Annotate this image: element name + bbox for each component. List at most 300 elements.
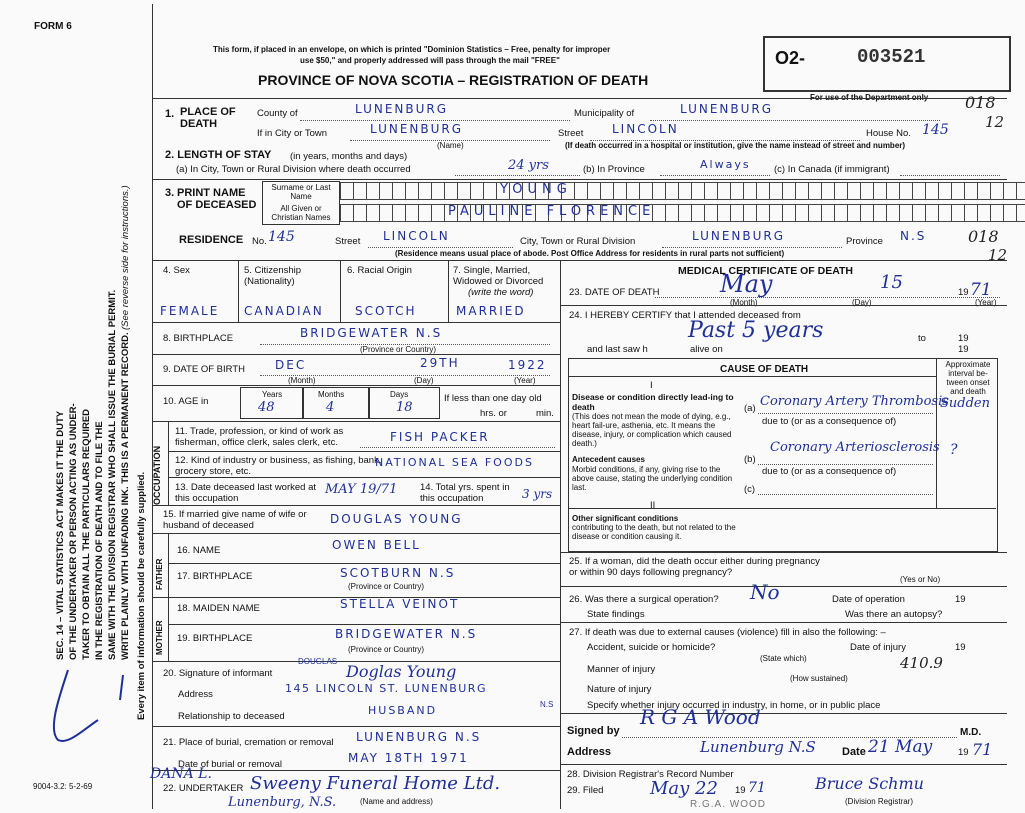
state-findings: State findings bbox=[587, 609, 645, 620]
letter-cell bbox=[367, 204, 380, 222]
side-instruction-7: (See reverse side for instructions.) bbox=[120, 185, 131, 330]
q18-value: STELLA VEINOT bbox=[340, 597, 460, 611]
rule bbox=[340, 260, 341, 322]
letter-cell bbox=[770, 182, 783, 200]
q23-year-sub: (Year) bbox=[975, 298, 997, 307]
letter-cell bbox=[340, 204, 354, 222]
letter-cell bbox=[978, 204, 991, 222]
given-grid bbox=[340, 204, 1025, 222]
print-code: 9004-3.2: 5-2-69 bbox=[33, 782, 93, 791]
filed-value: May 22 bbox=[650, 778, 718, 799]
dob-day-sub: (Day) bbox=[414, 376, 434, 385]
letter-cell bbox=[887, 204, 900, 222]
given-value: PAULINE FLORENCE bbox=[448, 204, 656, 219]
registrar-signature: Bruce Schmu bbox=[815, 774, 924, 793]
interval-header: Approximate interval be-tween onset and death bbox=[945, 360, 991, 396]
side-signature-mark bbox=[38, 660, 138, 750]
letter-cell bbox=[1017, 182, 1025, 200]
antecedent-note: Morbid conditions, if any, giving rise to the above cause, stating the underlying condition last. bbox=[572, 465, 733, 492]
industry-label: Specify whether injury occurred in industry, in home, or in public place bbox=[587, 700, 881, 711]
q23-19: 19 bbox=[958, 287, 969, 298]
letter-cell bbox=[952, 204, 965, 222]
letter-cell bbox=[393, 182, 406, 200]
letter-cell bbox=[666, 204, 679, 222]
informant-signature: Doglas Young bbox=[346, 662, 457, 681]
marital-hint: (write the word) bbox=[468, 287, 534, 298]
residence-note: (Residence means usual place of abode. Post Office Address for residents in rural parts not sufficient) bbox=[395, 249, 785, 258]
letter-cell bbox=[575, 182, 588, 200]
surname-value: YOUNG bbox=[500, 182, 572, 197]
length-of-stay-label: 2. LENGTH OF STAY bbox=[165, 149, 272, 161]
burial-date-value: MAY 18TH 1971 bbox=[348, 751, 469, 765]
months-label: Months bbox=[318, 390, 345, 399]
letter-cell bbox=[419, 204, 432, 222]
last-saw-label: and last saw h bbox=[587, 344, 648, 355]
q19-value: BRIDGEWATER N.S bbox=[335, 627, 478, 641]
q24-value: Past 5 years bbox=[688, 318, 824, 343]
undertaker-left: DANA L. bbox=[150, 766, 212, 782]
letter-cell bbox=[796, 182, 809, 200]
letter-cell bbox=[952, 182, 965, 200]
letter-cell bbox=[965, 204, 978, 222]
length-of-stay-sub: (in years, months and days) bbox=[290, 151, 408, 162]
rule bbox=[238, 260, 239, 322]
residence-street-label: Street bbox=[335, 236, 361, 247]
letter-cell bbox=[835, 182, 848, 200]
rule bbox=[168, 451, 560, 452]
birthplace-label: 8. BIRTHPLACE bbox=[163, 333, 234, 344]
rule bbox=[168, 421, 169, 505]
residence-label: RESIDENCE bbox=[179, 234, 244, 246]
letter-cell bbox=[757, 182, 770, 200]
undertaker-signature: Sweeny Funeral Home Ltd. bbox=[250, 773, 501, 794]
letter-cell bbox=[354, 204, 367, 222]
letter-cell bbox=[861, 182, 874, 200]
q18-label: 18. MAIDEN NAME bbox=[177, 603, 260, 614]
county-line bbox=[300, 120, 570, 121]
residence-no-value: 145 bbox=[268, 229, 295, 245]
letter-cell bbox=[965, 182, 978, 200]
q17-sub: (Province or Country) bbox=[348, 582, 425, 591]
letter-cell bbox=[848, 182, 861, 200]
q12-value: NATIONAL SEA FOODS bbox=[375, 456, 534, 469]
yes-no-sub: (Yes or No) bbox=[900, 575, 941, 584]
street-value: LINCOLN bbox=[612, 122, 679, 136]
birthplace-sub: (Province or Country) bbox=[360, 345, 437, 354]
father-side-label: FATHER bbox=[155, 558, 164, 590]
cause-a-value: Coronary Artery Thrombosis bbox=[760, 394, 949, 409]
side-instruction-3: TAKER TO OBTAIN ALL THE PARTICULARS REQUIRED bbox=[81, 408, 92, 660]
cause-b-value: Coronary Arteriosclerosis bbox=[770, 440, 940, 455]
date-injury-label: Date of injury bbox=[850, 642, 906, 653]
years-value: 48 bbox=[258, 400, 275, 415]
mail-notice-2: use $50," and properly addressed will pass through the mail "FREE" bbox=[300, 56, 560, 65]
letter-cell bbox=[809, 204, 822, 222]
letter-cell bbox=[991, 204, 1004, 222]
letter-cell bbox=[900, 182, 913, 200]
q16-value: OWEN BELL bbox=[332, 538, 421, 552]
address-value: Lunenburg N.S bbox=[700, 738, 816, 756]
given-label: All Given or Christian Names bbox=[271, 204, 331, 222]
letter-cell bbox=[666, 182, 679, 200]
q28-label: 28. Division Registrar's Record Number bbox=[567, 769, 734, 780]
q26-value: No bbox=[750, 580, 780, 604]
sig-19: 19 bbox=[958, 747, 969, 758]
q23-day: 15 bbox=[880, 272, 903, 293]
letter-cell bbox=[692, 204, 705, 222]
letter-cell bbox=[640, 182, 653, 200]
rule bbox=[168, 624, 560, 625]
date-value: 21 May bbox=[868, 737, 933, 757]
days-value: 18 bbox=[396, 400, 413, 415]
registrar-sub: (Division Registrar) bbox=[845, 797, 914, 806]
side-instruction-6: WRITE PLAINLY WITH UNFADING INK. THIS IS A PERMANENT RECORD. bbox=[120, 332, 131, 660]
county-label: County of bbox=[257, 108, 298, 119]
q26-label: 26. Was there a surgical operation? bbox=[569, 594, 719, 605]
date-of-operation: Date of operation bbox=[832, 594, 905, 605]
dept-code-2: 12 bbox=[985, 113, 1005, 131]
letter-cell bbox=[445, 182, 458, 200]
letter-cell bbox=[835, 204, 848, 222]
letter-cell bbox=[367, 182, 380, 200]
letter-cell bbox=[679, 204, 692, 222]
q12-label: 12. Kind of industry or business, as fishing, bank, grocery store, etc. bbox=[175, 455, 382, 477]
letter-cell bbox=[432, 204, 445, 222]
letter-cell bbox=[692, 182, 705, 200]
letter-cell bbox=[991, 182, 1004, 200]
q11-value: FISH PACKER bbox=[390, 430, 490, 444]
city-value: LUNENBURG bbox=[370, 122, 464, 136]
filed-year: 71 bbox=[748, 780, 766, 796]
dob-month: DEC bbox=[275, 358, 307, 372]
filed-19: 19 bbox=[735, 785, 746, 796]
part-ii: II bbox=[650, 500, 656, 511]
cause-b-interval: ? bbox=[950, 442, 958, 458]
informant-address: 145 LINCOLN ST. LUNENBURG bbox=[285, 682, 487, 695]
letter-cell bbox=[380, 204, 393, 222]
rule bbox=[560, 305, 1007, 306]
stay-a-value: 24 yrs bbox=[508, 158, 549, 173]
cause-a-interval: Sudden bbox=[940, 396, 990, 411]
min-label: min. bbox=[536, 408, 554, 419]
date-label: Date bbox=[842, 746, 866, 758]
letter-cell bbox=[718, 182, 731, 200]
letter-cell bbox=[783, 204, 796, 222]
residence-street-value: LINCOLN bbox=[383, 229, 450, 243]
q22-label: 22. UNDERTAKER bbox=[163, 783, 244, 794]
hospital-note: (If death occurred in a hospital or institution, give the name instead of street and number) bbox=[565, 141, 906, 150]
md-label: M.D. bbox=[960, 727, 982, 738]
cause-c-label: (c) bbox=[744, 484, 756, 495]
alive-on-label: alive on bbox=[690, 344, 723, 355]
q11-label: 11. Trade, profession, or kind of work as fisherman, office clerk, sales clerk, etc. bbox=[175, 426, 344, 448]
address-label: Address bbox=[567, 746, 612, 758]
dob-label: 9. DATE OF BIRTH bbox=[163, 364, 245, 375]
letter-cell bbox=[939, 204, 952, 222]
letter-cell bbox=[913, 182, 926, 200]
letter-cell bbox=[783, 182, 796, 200]
letter-cell bbox=[393, 204, 406, 222]
letter-cell bbox=[406, 204, 419, 222]
sex-label: 4. Sex bbox=[163, 265, 190, 276]
last-saw-19: 19 bbox=[958, 344, 969, 355]
form-title: PROVINCE OF NOVA SCOTIA – REGISTRATION OF DEATH bbox=[258, 72, 649, 88]
cause-b-label: (b) bbox=[744, 454, 756, 465]
stay-c-label: (c) In Canada (if immigrant) bbox=[774, 164, 890, 175]
q21-label: 21. Place of burial, cremation or removal bbox=[163, 737, 334, 748]
signed-by-value: R G A Wood bbox=[640, 705, 761, 729]
county-value: LUNENBURG bbox=[355, 102, 449, 116]
q19-label: 19. BIRTHPLACE bbox=[177, 633, 253, 644]
side-instruction-8: Every item of information should be carefully supplied. bbox=[136, 471, 147, 720]
rule bbox=[560, 713, 1007, 714]
place-of-death-label: PLACE OF DEATH bbox=[180, 106, 236, 130]
under-day-label: If less than one day old bbox=[444, 393, 542, 404]
house-value: 145 bbox=[922, 122, 949, 138]
letter-cell bbox=[796, 204, 809, 222]
sex-value: FEMALE bbox=[160, 304, 220, 318]
burial-date-label: Date of burial or removal bbox=[178, 759, 283, 770]
street-label: Street bbox=[558, 128, 584, 139]
days-label: Days bbox=[390, 390, 409, 399]
q15-label: 15. If married give name of wife or husband of deceased bbox=[163, 509, 307, 531]
manner-value: 410.9 bbox=[900, 654, 943, 672]
state-which: (State which) bbox=[760, 654, 807, 663]
letter-cell bbox=[770, 204, 783, 222]
letter-cell bbox=[471, 182, 484, 200]
dob-day: 29TH bbox=[420, 356, 460, 370]
rule bbox=[152, 421, 560, 422]
signed-by-label: Signed by bbox=[567, 725, 620, 737]
rule bbox=[560, 622, 1007, 623]
q17-label: 17. BIRTHPLACE bbox=[177, 571, 253, 582]
rule bbox=[152, 533, 560, 534]
municipality-line bbox=[650, 120, 940, 121]
hrs-label: hrs. or bbox=[480, 408, 507, 419]
due-to-2: due to (or as a consequence of) bbox=[762, 466, 897, 477]
q14-value: 3 yrs bbox=[522, 487, 553, 501]
letter-cell bbox=[926, 204, 939, 222]
stay-c-line bbox=[900, 175, 1000, 176]
name-sub: (Name) bbox=[437, 141, 464, 150]
letter-cell bbox=[1004, 182, 1017, 200]
birthplace-value: BRIDGEWATER N.S bbox=[300, 326, 443, 340]
surname-grid bbox=[340, 182, 1025, 200]
stay-b-value: Always bbox=[700, 158, 751, 171]
letter-cell bbox=[705, 204, 718, 222]
citizenship-value: CANADIAN bbox=[244, 304, 324, 318]
house-label: House No. bbox=[866, 128, 911, 139]
rule bbox=[152, 385, 560, 386]
letter-cell bbox=[614, 182, 627, 200]
due-to-1: due to (or as a consequence of) bbox=[762, 416, 897, 427]
letter-cell bbox=[913, 204, 926, 222]
surname-label: Surname or Last Name bbox=[271, 183, 331, 201]
stay-b-line bbox=[660, 175, 770, 176]
disease-note: (This does not mean the mode of dying, e.g., heart fail-ure, asthenia, etc. It means the disease, injury, or complication which caused death.) bbox=[572, 412, 732, 448]
informant-address-label: Address bbox=[178, 689, 213, 700]
mail-notice-1: This form, if placed in an envelope, on which is printed "Dominion Statistics – Free, penalty for improper bbox=[213, 45, 611, 54]
other-note: contributing to the death, but not related to the disease or condition causing it. bbox=[572, 523, 736, 541]
injury-19: 19 bbox=[955, 642, 966, 653]
letter-cell bbox=[627, 182, 640, 200]
q23-day-sub: (Day) bbox=[852, 298, 872, 307]
rule bbox=[152, 322, 560, 323]
q13-label: 13. Date deceased last worked at this occupation bbox=[175, 482, 317, 504]
dept-code-1: 018 bbox=[965, 93, 996, 112]
cause-a-line bbox=[758, 413, 933, 414]
relationship-value: HUSBAND bbox=[368, 704, 438, 717]
age-label: 10. AGE in bbox=[163, 396, 209, 407]
municipality-value: LUNENBURG bbox=[680, 102, 774, 116]
city-label: If in City or Town bbox=[257, 128, 328, 139]
informant-address-ns: N.S bbox=[540, 700, 554, 709]
letter-cell bbox=[822, 204, 835, 222]
racial-label: 6. Racial Origin bbox=[347, 265, 412, 276]
q23-month-sub: (Month) bbox=[730, 298, 758, 307]
q19-sub: (Province or Country) bbox=[348, 645, 425, 654]
q23-month: May bbox=[720, 270, 773, 298]
side-instruction-4: IN THE REGISTRATION OF DEATH AND TO FILE THE bbox=[94, 421, 105, 660]
rule bbox=[560, 552, 1007, 553]
letter-cell bbox=[848, 204, 861, 222]
letter-cell bbox=[731, 182, 744, 200]
letter-cell bbox=[1017, 204, 1025, 222]
residence-no-label: No. bbox=[252, 236, 267, 247]
rule bbox=[152, 505, 560, 506]
reg-prefix: O2- bbox=[775, 48, 806, 68]
manner-label: Manner of injury bbox=[587, 664, 656, 675]
cause-title: CAUSE OF DEATH bbox=[720, 364, 809, 375]
mother-side-label: MOTHER bbox=[155, 620, 164, 655]
residence-city-label: City, Town or Rural Division bbox=[520, 236, 636, 247]
q14-label: 14. Total yrs. spent in this occupation bbox=[420, 482, 510, 504]
letter-cell bbox=[874, 204, 887, 222]
letter-cell bbox=[380, 182, 393, 200]
date-year: 71 bbox=[972, 740, 993, 759]
q16-label: 16. NAME bbox=[177, 545, 221, 556]
letter-cell bbox=[757, 204, 770, 222]
stay-a-line bbox=[455, 175, 580, 176]
marital-label: 7. Single, Married, Widowed or Divorced bbox=[453, 265, 544, 287]
rule bbox=[152, 354, 560, 355]
cause-c-line bbox=[758, 494, 933, 495]
rule bbox=[152, 770, 560, 771]
letter-cell bbox=[926, 182, 939, 200]
dept-code-4: 12 bbox=[988, 246, 1008, 264]
cause-a-label: (a) bbox=[744, 403, 756, 414]
letter-cell bbox=[822, 182, 835, 200]
municipality-label: Municipality of bbox=[574, 108, 635, 119]
rule bbox=[448, 260, 449, 322]
name-num: 3. bbox=[165, 187, 175, 199]
q17-value: SCOTBURN N.S bbox=[340, 566, 456, 580]
letter-cell bbox=[939, 182, 952, 200]
medical-title: MEDICAL CERTIFICATE OF DEATH bbox=[678, 265, 853, 277]
left-border bbox=[152, 4, 153, 809]
q13-value: MAY 19/71 bbox=[325, 482, 398, 497]
rule bbox=[560, 586, 1007, 587]
letter-cell bbox=[406, 182, 419, 200]
side-instruction-2: OF THE UNDERTAKER OR PERSON ACTING AS UNDER- bbox=[68, 403, 79, 660]
rule bbox=[152, 726, 560, 727]
letter-cell bbox=[679, 182, 692, 200]
letter-cell bbox=[978, 182, 991, 200]
letter-cell bbox=[601, 182, 614, 200]
letter-cell bbox=[588, 182, 601, 200]
letter-cell bbox=[340, 182, 354, 200]
occupation-side-label: OCCUPATION bbox=[152, 445, 162, 505]
q27-label: 27. If death was due to external causes (violence) fill in also the following: – bbox=[569, 627, 886, 638]
antecedent-label: Antecedent causes bbox=[572, 455, 645, 464]
letter-cell bbox=[809, 182, 822, 200]
letter-cell bbox=[484, 182, 497, 200]
residence-street-line bbox=[368, 247, 513, 248]
registration-number-box bbox=[763, 36, 1011, 92]
reg-number: 003521 bbox=[857, 46, 926, 68]
letter-cell bbox=[887, 182, 900, 200]
citizenship-label: 5. Citizenship (Nationality) bbox=[244, 265, 302, 287]
stay-a-label: (a) In City, Town or Rural Division where death occurred bbox=[176, 164, 411, 175]
letter-cell bbox=[432, 182, 445, 200]
rule bbox=[568, 376, 936, 377]
letter-cell bbox=[731, 204, 744, 222]
center-divider bbox=[560, 260, 561, 809]
rule bbox=[168, 477, 560, 478]
op-19: 19 bbox=[955, 594, 966, 605]
undertaker-town: Lunenburg, N.S. bbox=[228, 795, 337, 810]
side-instruction-1: SEC. 14 – VITAL STATISTICS ACT MAKES IT THE DUTY bbox=[55, 410, 66, 660]
letter-cell bbox=[458, 182, 471, 200]
informant-printed-name: DOUGLAS bbox=[298, 657, 338, 666]
dob-month-sub: (Month) bbox=[288, 376, 316, 385]
marital-value: MARRIED bbox=[456, 304, 526, 318]
letter-cell bbox=[744, 182, 757, 200]
residence-city-value: LUNENBURG bbox=[692, 229, 786, 243]
letter-cell bbox=[900, 204, 913, 222]
q24-to: to bbox=[918, 333, 926, 344]
undertaker-sub: (Name and address) bbox=[360, 797, 433, 806]
part-i: I bbox=[650, 380, 653, 391]
rule bbox=[560, 764, 1007, 765]
print-name-label: PRINT NAME OF DECEASED bbox=[177, 187, 257, 211]
letter-cell bbox=[419, 182, 432, 200]
q20-label: 20. Signature of informant bbox=[163, 668, 273, 679]
accident-label: Accident, suicide or homicide? bbox=[587, 642, 716, 653]
rule bbox=[152, 179, 1007, 180]
relationship-label: Relationship to deceased bbox=[178, 711, 285, 722]
letter-cell bbox=[705, 182, 718, 200]
how-sustained: (How sustained) bbox=[790, 674, 848, 683]
q23-line bbox=[655, 297, 1000, 298]
q24-19: 19 bbox=[958, 333, 969, 344]
letter-cell bbox=[718, 204, 731, 222]
dob-year: 1922 bbox=[508, 358, 547, 372]
months-value: 4 bbox=[326, 400, 335, 415]
q25-label: 25. If a woman, did the death occur either during pregnancy or within 90 days following pregnancy? bbox=[569, 556, 820, 578]
years-label: Years bbox=[262, 390, 283, 399]
rule bbox=[936, 358, 937, 508]
registrar-stamp: R.G.A. WOOD bbox=[690, 799, 766, 810]
disease-label: Disease or condition directly lead-ing to death bbox=[572, 392, 734, 412]
q21-value: LUNENBURG N.S bbox=[356, 730, 482, 744]
residence-province-label: Province bbox=[846, 236, 883, 247]
letter-cell bbox=[861, 204, 874, 222]
autopsy-label: Was there an autopsy? bbox=[845, 609, 943, 620]
letter-cell bbox=[653, 182, 666, 200]
dept-note: For use of the Department only bbox=[810, 93, 929, 102]
dept-code-3: 018 bbox=[968, 227, 999, 246]
